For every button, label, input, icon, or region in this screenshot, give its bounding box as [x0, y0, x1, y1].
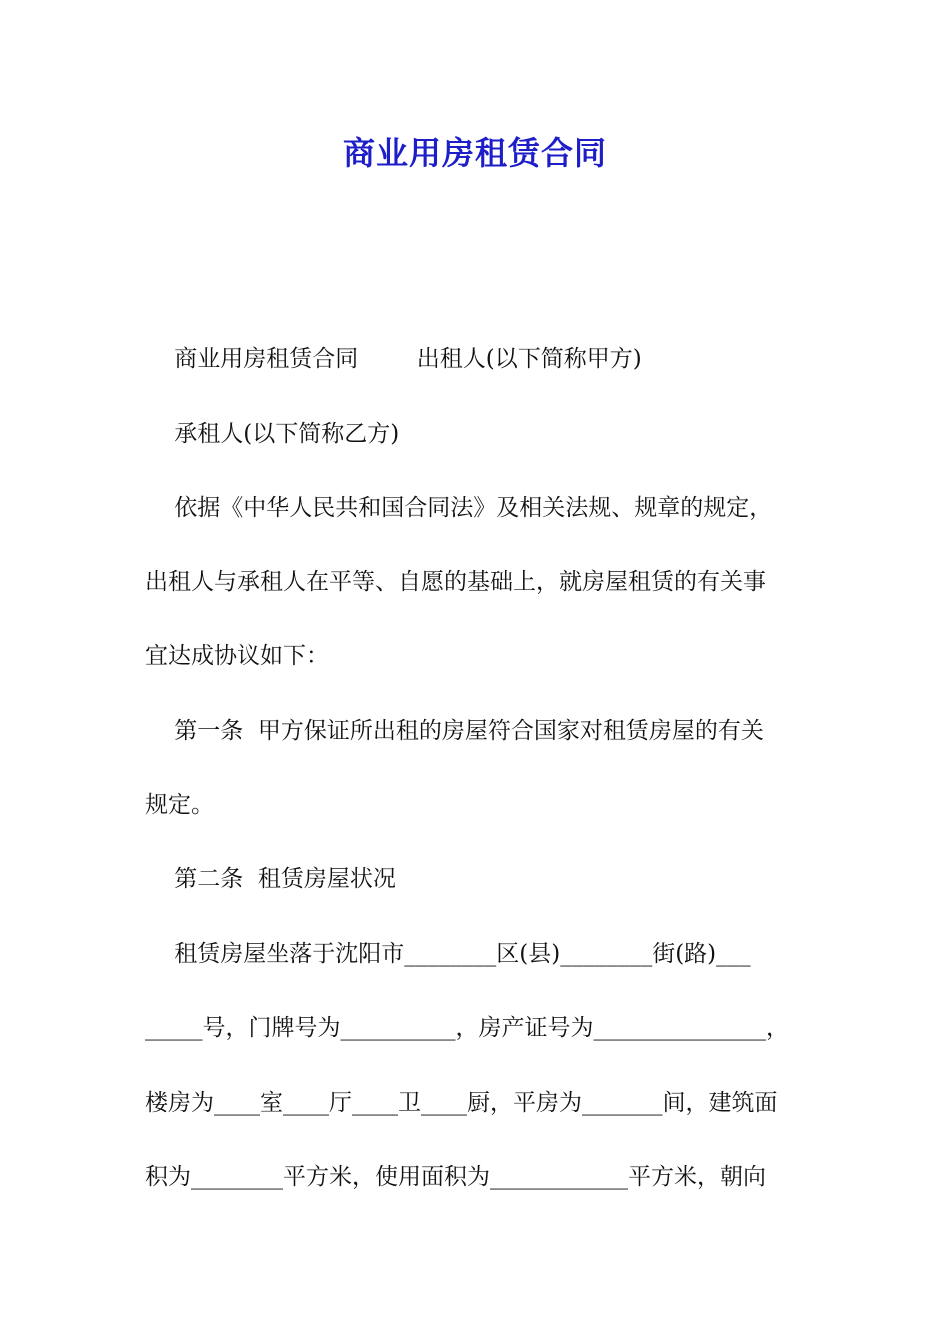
contract-line-parties-lessor: 商业用房租赁合同 出租人(以下简称甲方) — [145, 346, 642, 372]
contract-line-area: 积为________平方米，使用面积为____________平方米，朝向 — [145, 1164, 766, 1190]
contract-line-basis-cont: 出租人与承租人在平等、自愿的基础上，就房屋租赁的有关事 — [145, 569, 766, 595]
contract-line-rooms: 楼房为____室____厅____卫____厨，平房为_______间，建筑面 — [145, 1090, 778, 1116]
contract-line-location: 租赁房屋坐落于沈阳市________区(县)________街(路)___ — [145, 941, 751, 967]
contract-line-basis: 依据《中华人民共和国合同法》及相关法规、规章的规定， — [145, 495, 773, 521]
contract-line-basis-end: 宜达成协议如下： — [145, 643, 329, 669]
document-title: 商业用房租赁合同 — [342, 134, 607, 172]
contract-line-article-1-end: 规定。 — [145, 792, 214, 818]
contract-line-house-number: _____号，门牌号为__________，房产证号为_______________， — [145, 1015, 789, 1041]
contract-line-lessee: 承租人(以下简称乙方) — [145, 421, 400, 447]
contract-line-article-2: 第二条 租赁房屋状况 — [145, 866, 396, 892]
contract-line-article-1: 第一条 甲方保证所出租的房屋符合国家对租赁房屋的有关 — [145, 718, 764, 744]
